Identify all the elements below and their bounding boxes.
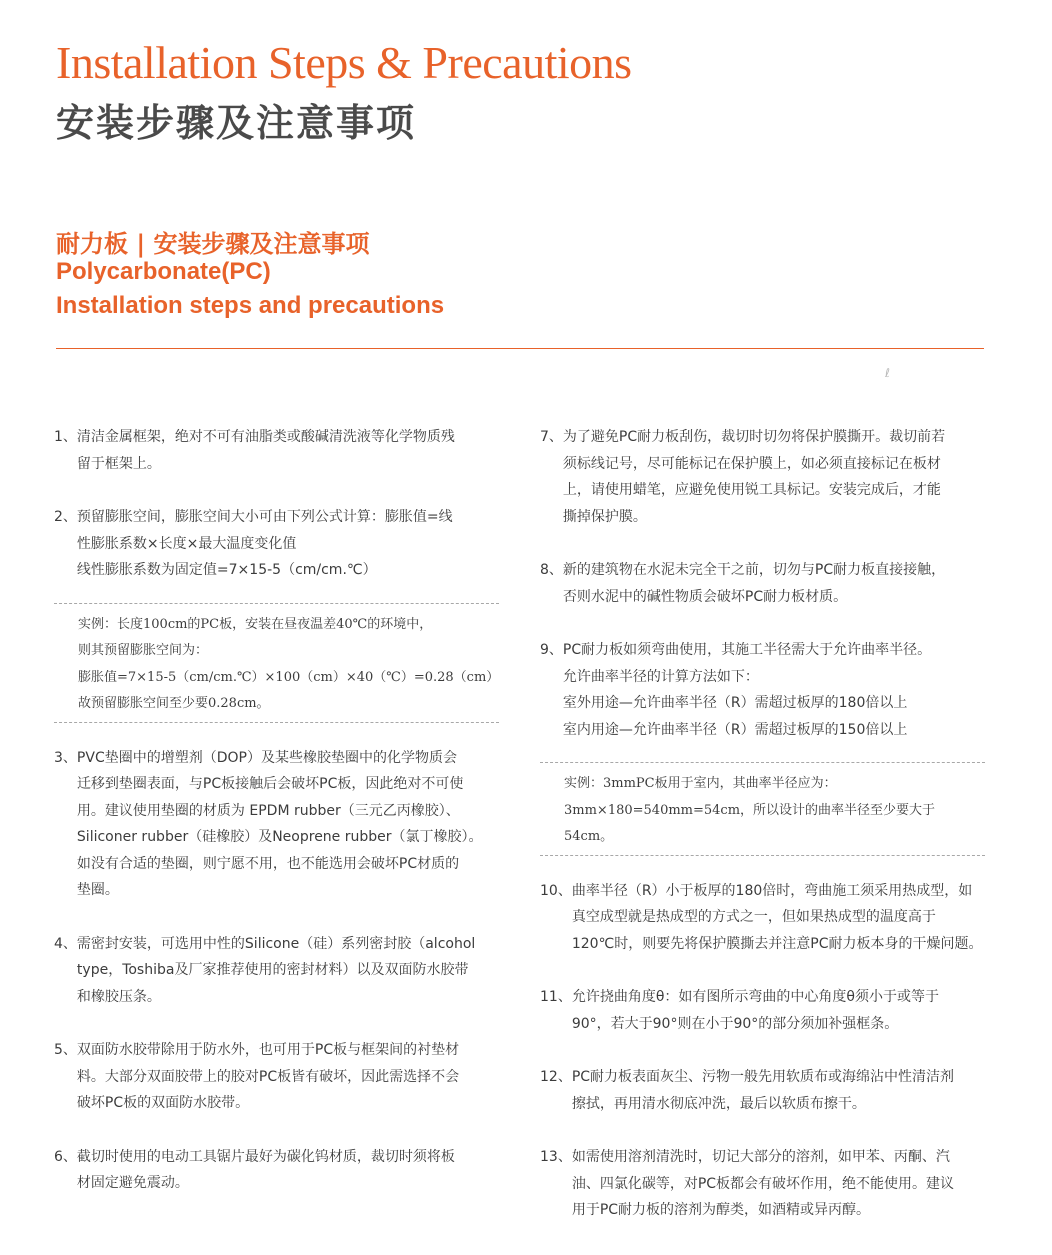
section-title-cn: 耐力板 | 安装步骤及注意事项	[56, 230, 370, 258]
step-9	[540, 637, 985, 743]
example-text-line: 实例：长度100cm的PC板，安装在昼夜温差40℃的环境中，	[78, 616, 433, 632]
step-text-line: 擦拭，再用清水彻底冲洗，最后以软质布擦干。	[571, 1095, 866, 1112]
section-title-en-2: Installation steps and precautions	[56, 292, 445, 319]
step-5	[54, 1037, 499, 1117]
example-text-line: 故预留膨胀空间至少要0.28cm。	[78, 696, 270, 711]
step-text-line: 清洁金属框架，绝对不可有油脂类或酸碱清洗液等化学物质残	[76, 429, 455, 445]
step-4	[54, 931, 499, 1011]
example-text-line: 3mm×180=540mm=54cm，所以设计的曲率半径至少要大于	[564, 802, 936, 818]
step-text-line: 撕掉保护膜。	[562, 508, 647, 525]
step-text-line: 如需使用溶剂清洗时，切记大部分的溶剂，如甲苯、丙酮、汽	[571, 1149, 950, 1165]
step-text-line: 允许挠曲角度θ：如有图所示弯曲的中心角度θ须小于或等于	[571, 989, 939, 1005]
step-number: 4、	[54, 935, 77, 952]
step-text-line: 曲率半径（R）小于板厚的180倍时，弯曲施工须采用热成型，如	[571, 882, 973, 899]
step-number: 5、	[54, 1042, 77, 1058]
step-text-line: 线性膨胀系数为固定值=7×15-5（cm/cm.℃）	[76, 562, 377, 578]
step-text-line: 允许曲率半径的计算方法如下：	[562, 668, 759, 685]
step-number: 12、	[540, 1069, 572, 1085]
step-number: 11、	[540, 989, 572, 1005]
step-text-line: 用。建议使用垫圈的材质为 EPDM rubber（三元乙丙橡胶）、	[76, 802, 460, 819]
step-text-line: 迁移到垫圈表面，与PC板接触后会破坏PC板，因此绝对不可使	[76, 776, 464, 792]
step-number: 2、	[54, 509, 77, 525]
step-text-line: 预留膨胀空间，膨胀空间大小可由下列公式计算：膨胀值=线	[76, 509, 453, 525]
section-title-en-1: Polycarbonate(PC)	[56, 258, 271, 285]
example-text-line: 膨胀值=7×15-5（cm/cm.℃）×100（cm）×40（℃）=0.28（cm）	[78, 669, 500, 685]
step-text-line: 破坏PC板的双面防水胶带。	[76, 1095, 250, 1111]
step-7	[540, 424, 985, 530]
example-box-curvature	[540, 762, 985, 856]
step-8	[540, 557, 985, 610]
step-number: 8、	[540, 562, 563, 578]
step-11	[540, 984, 985, 1037]
step-number: 9、	[540, 642, 563, 658]
example-text-line: 则其预留膨胀空间为：	[78, 643, 209, 658]
step-text-line: 上，请使用蜡笔，应避免使用锐工具标记。安装完成后，才能	[562, 482, 941, 498]
step-text-line: 垫圈。	[76, 882, 119, 898]
page-title-en: Installation Steps & Precautions	[56, 37, 632, 88]
step-text-line: 为了避免PC耐力板刮伤，裁切时切勿将保护膜撕开。裁切前若	[562, 429, 946, 445]
step-6	[54, 1144, 499, 1197]
step-text-line: 油、四氯化碳等，对PC板都会有破坏作用，绝不能使用。建议	[571, 1175, 955, 1192]
step-10	[540, 878, 985, 958]
step-text-line: Siliconer rubber（硅橡胶）及Neoprene rubber（氯丁橡胶）。	[76, 829, 483, 845]
step-text-line: 90°，若大于90°则在小于90°的部分须加补强框条。	[571, 1015, 899, 1032]
step-text-line: 材固定避免震动。	[76, 1175, 189, 1191]
step-2	[54, 504, 499, 584]
step-text-line: PC耐力板表面灰尘、污物一般先用软质布或海绵沾中性清洁剂	[571, 1069, 955, 1085]
step-number: 10、	[540, 882, 572, 899]
example-text-line: 实例：3mmPC板用于室内，其曲率半径应为：	[564, 776, 837, 791]
step-text-line: 用于PC耐力板的溶剂为醇类，如酒精或异丙醇。	[571, 1202, 871, 1218]
example-text-line: 54cm。	[564, 829, 614, 844]
step-text-line: type，Toshiba及厂家推荐使用的密封材料）以及双面防水胶带	[76, 962, 469, 978]
page-title-cn: 安装步骤及注意事项	[56, 101, 417, 145]
divider-line	[56, 348, 984, 349]
corner-mark: ℓ	[885, 366, 890, 380]
step-number: 6、	[54, 1148, 77, 1165]
example-box-expansion	[54, 603, 499, 723]
right-column	[540, 424, 985, 1251]
step-text-line: 留于框架上。	[76, 455, 161, 472]
step-text-line: 性膨胀系数×长度×最大温度变化值	[76, 535, 297, 552]
step-3	[54, 745, 499, 904]
step-text-line: 否则水泥中的碱性物质会破坏PC耐力板材质。	[562, 588, 848, 605]
step-number: 13、	[540, 1149, 572, 1165]
step-text-line: 双面防水胶带除用于防水外，也可用于PC板与框架间的衬垫材	[76, 1042, 460, 1058]
step-text-line: 和橡胶压条。	[76, 988, 161, 1005]
step-number: 3、	[54, 749, 77, 766]
step-text-line: 料。大部分双面胶带上的胶对PC板皆有破坏，因此需选择不会	[76, 1068, 460, 1085]
step-1	[54, 424, 499, 477]
step-text-line: PC耐力板如须弯曲使用，其施工半径需大于允许曲率半径。	[562, 642, 932, 658]
step-text-line: 室外用途—允许曲率半径（R）需超过板厚的180倍以上	[562, 695, 908, 711]
step-number: 7、	[540, 429, 563, 445]
step-text-line: 截切时使用的电动工具锯片最好为碳化钨材质，裁切时须将板	[76, 1148, 455, 1165]
step-text-line: 需密封安装，可选用中性的Silicone（硅）系列密封胶（alcohol	[76, 935, 476, 952]
step-number: 1、	[54, 429, 77, 445]
step-12	[540, 1064, 985, 1117]
step-13	[540, 1144, 985, 1224]
step-text-line: 如没有合适的垫圈，则宁愿不用，也不能选用会破坏PC材质的	[76, 855, 460, 872]
step-text-line: 室内用途—允许曲率半径（R）需超过板厚的150倍以上	[562, 721, 908, 738]
step-text-line: 真空成型就是热成型的方式之一，但如果热成型的温度高于	[571, 909, 936, 925]
step-text-line: 新的建筑物在水泥未完全干之前，切勿与PC耐力板直接接触，	[562, 562, 946, 578]
step-text-line: 120℃时，则要先将保护膜撕去并注意PC耐力板本身的干燥问题。	[571, 935, 983, 952]
step-text-line: 须标线记号，尽可能标记在保护膜上，如必须直接标记在板材	[562, 455, 941, 472]
step-text-line: PVC垫圈中的增塑剂（DOP）及某些橡胶垫圈中的化学物质会	[76, 749, 457, 766]
left-column	[54, 424, 499, 1224]
